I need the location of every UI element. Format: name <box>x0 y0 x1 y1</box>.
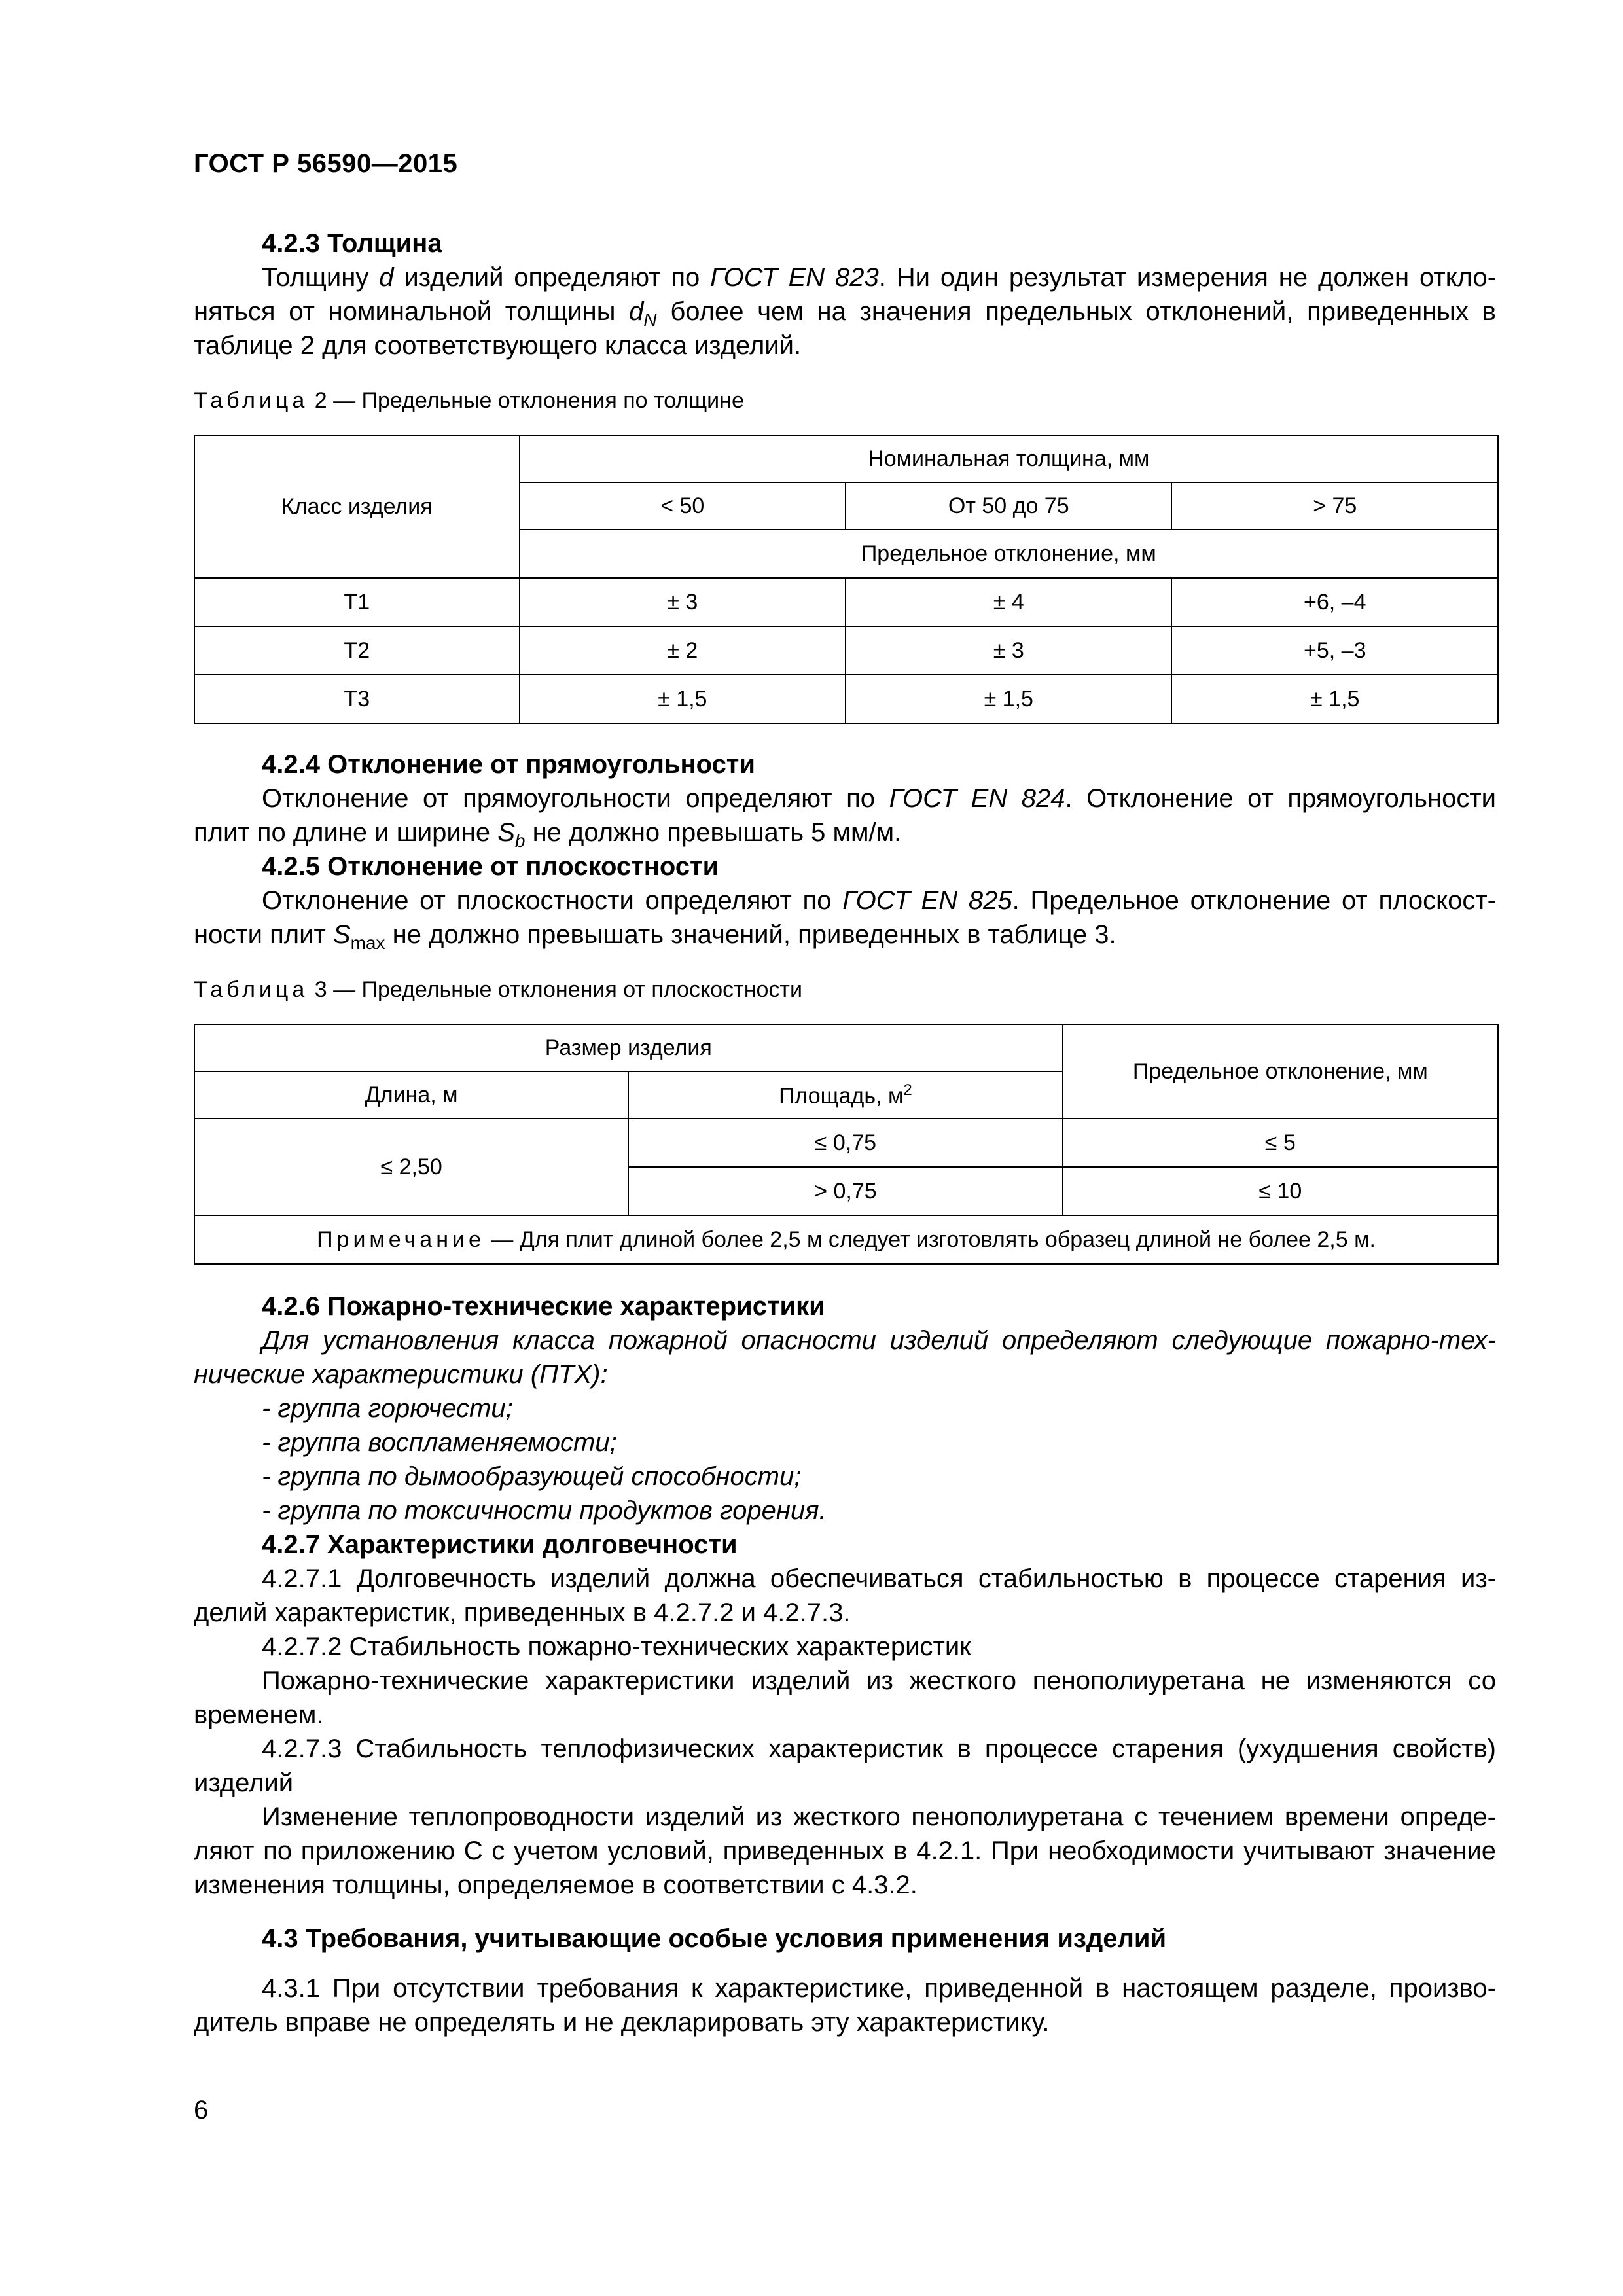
list-item: - группа по токсичности продуктов горения. <box>262 1496 827 1525</box>
section-4-2-3-line3: таблице 2 для соответствующего класса изделий. <box>194 331 802 360</box>
table-row <box>194 1215 1498 1264</box>
table3 <box>194 1024 1499 1265</box>
table2 <box>194 435 1499 724</box>
section-4-3-1-line2: дитель вправе не определять и не декларировать эту характеристику. <box>194 2008 1050 2037</box>
standard-ref-link: ГОСТ EN 825 <box>842 886 1012 915</box>
section-4-2-7-1-line1: 4.2.7.1 Долговечность изделий должна обеспечиваться стабильностью в процессе старения из- <box>262 1564 1496 1593</box>
table3-col-deviation: Предельное отклонение, мм <box>1063 1024 1498 1119</box>
table-cell: ≤ 5 <box>1063 1119 1498 1167</box>
table-cell: Т3 <box>194 675 520 723</box>
table-cell: ± 1,5 <box>520 675 846 723</box>
table-row <box>194 578 1498 626</box>
section-4-2-7-3-text-line2: ляют по приложению С с учетом условий, приведенных в 4.2.1. При необходимости учитывают значение <box>194 1837 1496 1865</box>
table-cell: ± 4 <box>846 578 1171 626</box>
section-4-2-3-line2: няться от номинальной толщины $d_N$ более чем на значения предельных отклонений, приведенных в <box>194 297 1497 330</box>
table-row <box>194 675 1498 723</box>
section-4-2-4-heading: 4.2.4 Отклонение от прямоугольности <box>262 750 755 779</box>
section-4-2-7-3-line1: 4.2.7.3 Стабильность теплофизических характеристик в процессе старения (ухудшения свойств) <box>262 1734 1496 1763</box>
table-cell: Т2 <box>194 626 520 675</box>
section-4-2-7-2: 4.2.7.2 Стабильность пожарно-технических характеристик <box>262 1632 971 1661</box>
table2-col-nominal: Номинальная толщина, мм <box>520 435 1498 482</box>
standard-ref-link: ГОСТ EN 823 <box>710 263 879 292</box>
table3-col-length: Длина, м <box>194 1071 628 1119</box>
table3-note: Примечание — Для плит длиной более 2,5 м следует изготовлять образец длиной не более 2,5 м. <box>194 1215 1498 1264</box>
section-4-2-7-3-text-line3: изменения толщины, определяемое в соответствии с 4.3.2. <box>194 1871 918 1899</box>
table-row <box>194 1119 1498 1167</box>
section-4-2-7-2-text-line1: Пожарно-технические характеристики изделий из жесткого пенополиуретана не изменяются со <box>262 1666 1496 1695</box>
section-4-2-5-line1: Отклонение от плоскостности определяют по ГОСТ EN 825. Предельное отклонение от плоскост- <box>262 886 1497 915</box>
section-4-2-6-line2: нические характеристики (ПТХ): <box>194 1360 608 1389</box>
section-4-2-7-3-line2: изделий <box>194 1768 294 1797</box>
section-4-2-4-line1: Отклонение от прямоугольности определяют по ГОСТ EN 824. Отклонение от прямоугольности <box>262 784 1496 813</box>
section-4-3-1-line1: 4.3.1 При отсутствии требования к характеристике, приведенной в настоящем разделе, произво- <box>262 1974 1496 2003</box>
table-cell: ≤ 2,50 <box>194 1119 628 1215</box>
list-item: - группа по дымообразующей способности; <box>262 1462 802 1491</box>
section-4-2-7-3-text-line1: Изменение теплопроводности изделий из жесткого пенополиуретана с течением времени опреде- <box>262 1803 1496 1831</box>
table-cell: Т1 <box>194 578 520 626</box>
page-number: 6 <box>194 2096 209 2125</box>
table2-sub-50-75: От 50 до 75 <box>846 482 1171 529</box>
document-header: ГОСТ Р 56590—2015 <box>194 149 458 178</box>
table-cell: ± 3 <box>846 626 1171 675</box>
table3-caption: Таблица 3 — Предельные отклонения от плоскостности <box>194 977 802 1002</box>
table2-col-class: Класс изделия <box>194 435 520 578</box>
table3-col-area: Площадь, $м^2$ <box>628 1071 1062 1119</box>
section-4-2-6-line1: Для установления класса пожарной опасности изделий определяют следующие пожарно-тех- <box>262 1326 1496 1355</box>
table-cell: > 0,75 <box>628 1167 1062 1215</box>
section-4-2-3-line1: Толщину d изделий определяют по ГОСТ EN 823. Ни один результат измерения не должен откло- <box>262 263 1497 292</box>
table2-sub-gt75: > 75 <box>1171 482 1498 529</box>
section-4-2-5-line2: ности плит $S_{max}$ не должно превышать значений, приведенных в таблице 3. <box>194 920 1116 953</box>
table2-deviation-label: Предельное отклонение, мм <box>520 529 1498 578</box>
section-4-2-4-line2: плит по длине и ширине $S_b$ не должно превышать 5 мм/м. <box>194 818 902 851</box>
table-cell: ± 1,5 <box>846 675 1171 723</box>
table2-caption: Таблица 2 — Предельные отклонения по толщине <box>194 388 744 413</box>
table-cell: ≤ 0,75 <box>628 1119 1062 1167</box>
table2-sub-lt50: < 50 <box>520 482 846 529</box>
table-row <box>194 626 1498 675</box>
table-cell: +6, –4 <box>1171 578 1498 626</box>
section-4-2-7-2-text-line2: временем. <box>194 1700 324 1729</box>
section-4-2-3-heading: 4.2.3 Толщина <box>262 229 442 258</box>
table-cell: ± 3 <box>520 578 846 626</box>
table3-col-size: Размер изделия <box>194 1024 1063 1071</box>
list-item: - группа горючести; <box>262 1394 513 1423</box>
standard-ref-link: ГОСТ EN 824 <box>889 784 1065 813</box>
table-cell: ≤ 10 <box>1063 1167 1498 1215</box>
section-4-2-7-1-line2: делий характеристик, приведенных в 4.2.7.2 и 4.2.7.3. <box>194 1598 851 1627</box>
section-4-2-7-heading: 4.2.7 Характеристики долговечности <box>262 1530 738 1559</box>
list-item: - группа воспламеняемости; <box>262 1428 617 1457</box>
section-4-3-heading: 4.3 Требования, учитывающие особые условия применения изделий <box>262 1924 1167 1953</box>
section-4-2-5-heading: 4.2.5 Отклонение от плоскостности <box>262 852 719 881</box>
section-4-2-6-heading: 4.2.6 Пожарно-технические характеристики <box>262 1292 825 1321</box>
table-cell: ± 2 <box>520 626 846 675</box>
table-cell: +5, –3 <box>1171 626 1498 675</box>
table-cell: ± 1,5 <box>1171 675 1498 723</box>
